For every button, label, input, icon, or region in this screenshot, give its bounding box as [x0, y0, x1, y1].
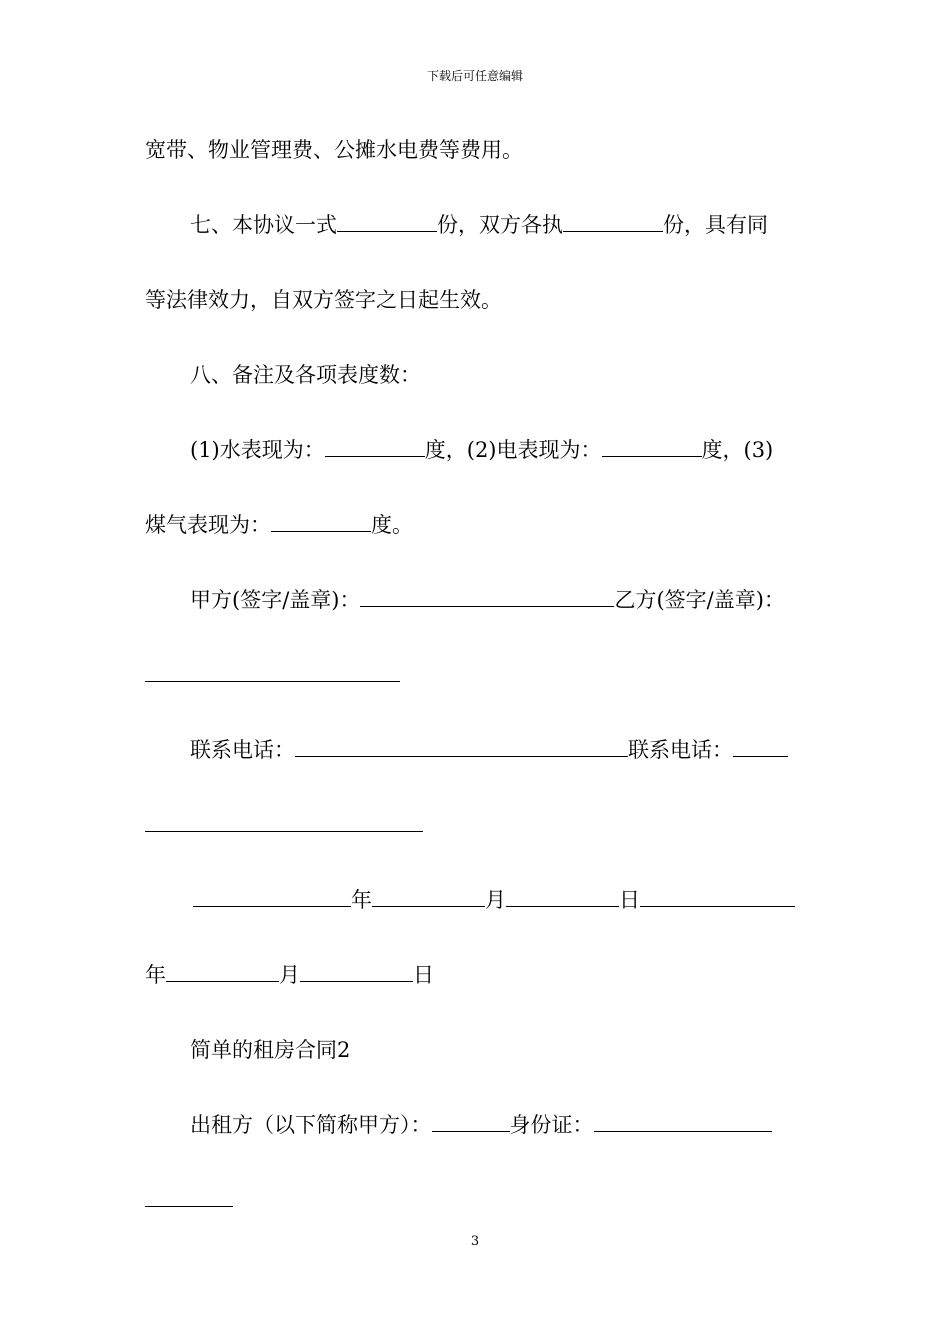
line-text: 度，(2)电表现为： [424, 438, 602, 462]
line-text: 联系电话： [190, 738, 295, 762]
blank-line [733, 736, 788, 757]
line-text: 联系电话： [628, 738, 733, 762]
line-text: 宽带、物业管理费、公摊水电费等费用。 [145, 138, 523, 162]
line-text: 年 [351, 888, 372, 912]
line-text: 日 [619, 888, 640, 912]
blank-line [506, 886, 619, 907]
blank-line [145, 661, 400, 682]
date-line [0, 960, 950, 990]
blank-line [300, 961, 413, 982]
blank-line [602, 436, 702, 457]
section-heading [0, 360, 950, 390]
blank-line [563, 211, 663, 232]
date-line [0, 885, 950, 915]
line-text: 出租方（以下简称甲方）： [190, 1113, 432, 1137]
line-text: 七、本协议一式 [190, 213, 337, 237]
line-text: (1)水表现为： [190, 438, 325, 462]
signature-line [0, 585, 950, 615]
line-text: 日 [413, 963, 434, 987]
line-text: 月 [279, 963, 300, 987]
blank-line [360, 586, 614, 607]
phone-line [0, 735, 950, 765]
line-text: 简单的租房合同2 [190, 1038, 351, 1062]
paragraph-line [0, 285, 950, 315]
line-text: 度。 [371, 513, 413, 537]
line-text: 煤气表现为： [145, 513, 271, 537]
blank-line [193, 886, 351, 907]
line-text: 份，双方各执 [437, 213, 563, 237]
line-text: 身份证： [509, 1113, 594, 1137]
blank-line [325, 436, 425, 457]
line-text: 等法律效力，自双方签字之日起生效。 [145, 288, 502, 312]
line-text: 月 [485, 888, 506, 912]
blank-line [372, 886, 485, 907]
line-text: 乙方(签字/盖章)： [614, 588, 785, 612]
line-text: 八、备注及各项表度数： [190, 363, 421, 387]
line-text: 度，(3) [701, 438, 774, 462]
blank-line [337, 211, 437, 232]
lessor-line [0, 1110, 950, 1140]
paragraph-line [0, 210, 950, 240]
paragraph-line [0, 435, 950, 465]
blank-line [166, 961, 279, 982]
paragraph-line [0, 1185, 950, 1215]
page-number: 3 [470, 1234, 480, 1249]
line-text: 甲方(签字/盖章)： [190, 588, 361, 612]
blank-line [271, 511, 371, 532]
paragraph-line [0, 510, 950, 540]
blank-line [145, 1186, 233, 1207]
line-text: 年 [145, 963, 166, 987]
contract-title [0, 1035, 950, 1065]
paragraph-line [0, 660, 950, 690]
line-text: 份，具有同 [663, 213, 768, 237]
blank-line [594, 1111, 772, 1132]
paragraph-line [0, 135, 950, 165]
paragraph-line [0, 810, 950, 840]
blank-line [295, 736, 628, 757]
blank-line [640, 886, 795, 907]
page-header: 下载后可任意编辑 [426, 69, 523, 83]
blank-line [432, 1111, 510, 1132]
blank-line [145, 811, 423, 832]
